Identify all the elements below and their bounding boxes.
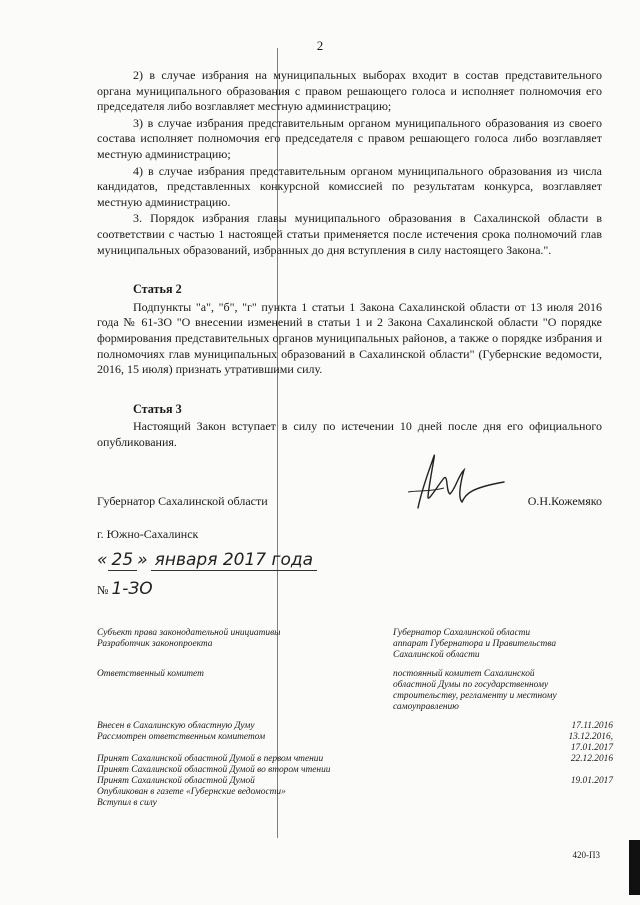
meta-developer-value <box>393 639 613 661</box>
article-3-title: Статья 3 <box>133 401 182 416</box>
meta-row-label: Опубликован в газете «Губернские ведомости» <box>97 787 286 797</box>
law-number-value: 1-ЗО <box>111 579 153 599</box>
meta-row <box>97 743 617 754</box>
legislative-meta <box>97 628 617 809</box>
governor-name: О.Н.Кожемяко <box>527 494 602 508</box>
scan-margin-bar <box>629 840 640 895</box>
date-open-quote: « <box>97 550 108 570</box>
paragraph-item-4: 4) в случае избрания представительным органом муниципального образования из числа кандидатов, представленных конкурсной комиссией по результатам конкурса, возглавляет местную администрацию. <box>97 163 602 209</box>
meta-developer-line: Сахалинской области <box>393 650 480 660</box>
meta-row-date: 22.12.2016 <box>570 754 613 764</box>
paragraph-item-3: 3) в случае избрания представительным органом муниципального образования из своего состава исполняет полномочия его председателя с правом решающего голоса либо возглавляет местную администрацию; <box>97 115 602 161</box>
meta-committee-line: областной Думы по государственному <box>393 680 549 690</box>
meta-subject-value: Губернатор Сахалинской области <box>393 628 531 638</box>
date-line <box>97 550 317 570</box>
meta-row <box>97 765 617 776</box>
law-number-prefix: № <box>97 583 109 597</box>
meta-row-date: 17.01.2017 <box>570 743 613 753</box>
footer-code: 420-П3 <box>572 850 600 860</box>
handwritten-signature <box>400 448 510 518</box>
meta-committee-line: постоянный комитет Сахалинской <box>393 669 535 679</box>
article-3-text: Настоящий Закон вступает в силу по истечении 10 дней после дня его официального опубликования. <box>97 419 602 449</box>
meta-row <box>97 721 617 732</box>
meta-row-date: 19.01.2017 <box>570 776 613 786</box>
governor-position: Губернатор Сахалинской области <box>97 494 268 508</box>
article-2-text: Подпункты "а", "б", "г" пункта 1 статьи 1 Закона Сахалинской области от 13 июля 2016 года № 61-ЗО "О внесении изменений в статьи 1 и 2 Закона Сахалинской области "О порядке формирования представительных органов муниципальных районов, а также о порядке избрания и полномочиях глав муниципальных образований в Сахалинской области" (Губернские ведомости, 2016, 15 июля) признать утратившими силу. <box>97 299 602 377</box>
meta-row-label: Принят Сахалинской областной Думой во втором чтении <box>97 765 331 775</box>
paragraph-item-2: 2) в случае избрания на муниципальных выборах входит в состав представительного органа муниципального образования с правом решающего голоса и исполняет полномочия его председателя либо возглавляет местную администрацию; <box>97 68 602 114</box>
city-line: г. Южно-Сахалинск <box>97 527 199 541</box>
meta-row-label: Рассмотрен ответственным комитетом <box>97 732 266 742</box>
meta-row-date: 17.11.2016 <box>571 721 613 731</box>
meta-row <box>97 732 617 743</box>
meta-row-label: Принят Сахалинской областной Думой <box>97 776 255 786</box>
meta-row-label: Принят Сахалинской областной Думой в первом чтении <box>97 754 324 764</box>
meta-committee-line: самоуправлению <box>393 702 459 712</box>
meta-committee-line: строительству, регламенту и местному <box>393 691 557 701</box>
meta-committee-value <box>393 669 613 713</box>
article-2-title: Статья 2 <box>133 282 182 297</box>
meta-developer-line: аппарат Губернатора и Правительства <box>393 639 557 649</box>
meta-row <box>97 798 617 809</box>
meta-developer-label: Разработчик законопроекта <box>97 639 213 649</box>
law-number <box>97 579 153 599</box>
meta-row-label: Внесен в Сахалинскую областную Думу <box>97 721 255 731</box>
meta-row-label: Вступил в силу <box>97 798 157 808</box>
date-close-quote: » <box>137 550 148 570</box>
meta-row <box>97 754 617 765</box>
meta-committee-label: Ответственный комитет <box>97 669 204 679</box>
date-month-year: января 2017 года <box>151 550 317 571</box>
paragraph-part-3: 3. Порядок избрания главы муниципального образования в Сахалинской области в соответствии с частью 1 настоящей статьи применяется после истечения срока полномочий глав муниципальных образований, избранных до дня вступления в силу настоящего Закона.". <box>97 211 602 257</box>
meta-row <box>97 776 617 787</box>
meta-row-date: 13.12.2016, <box>568 732 613 742</box>
page-number: 2 <box>316 38 324 53</box>
date-day: 25 <box>108 550 138 571</box>
meta-subject-label: Субъект права законодательной инициативы <box>97 628 281 638</box>
meta-row <box>97 787 617 798</box>
law-body-text <box>97 68 602 450</box>
